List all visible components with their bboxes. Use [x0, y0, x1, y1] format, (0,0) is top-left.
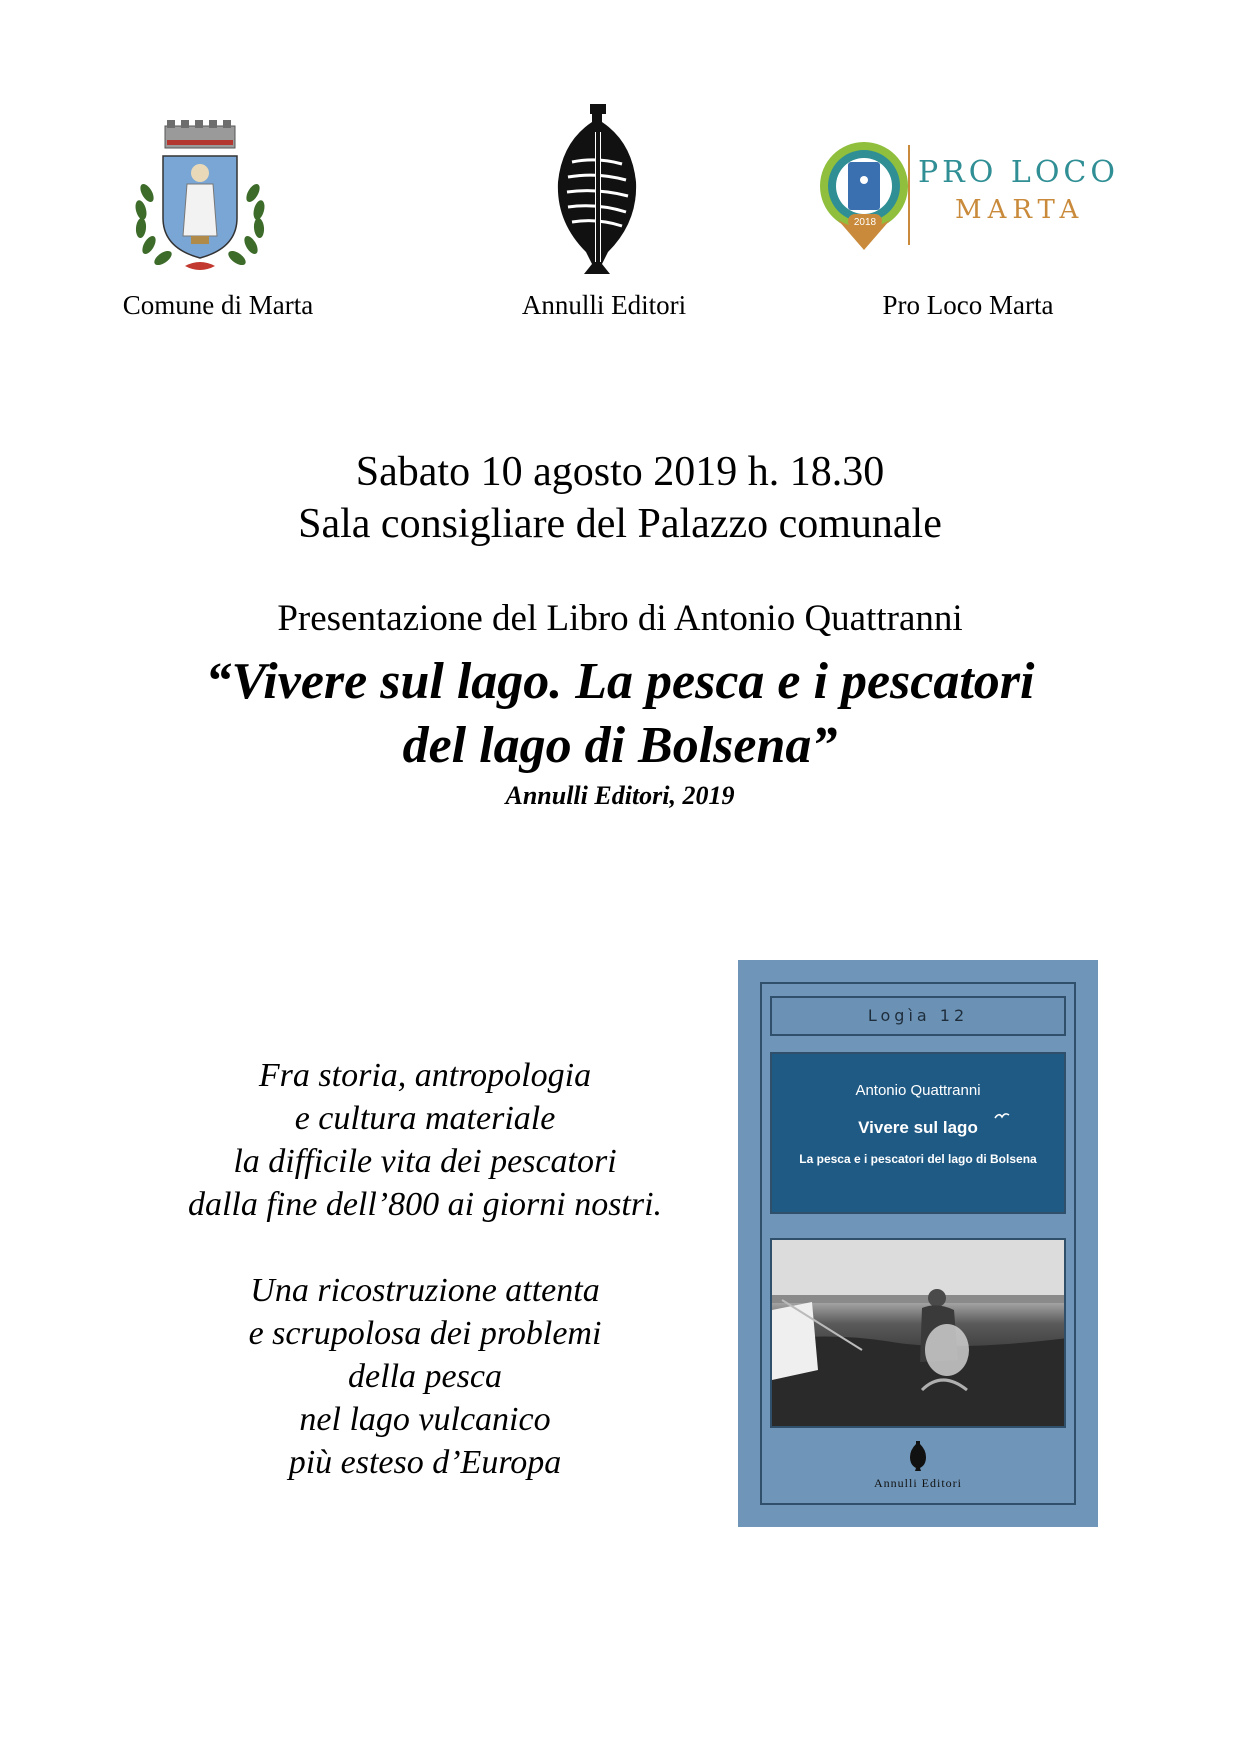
pro-loco-badge-year: 2018: [853, 217, 877, 228]
cover-series: Logìa 12: [770, 996, 1066, 1036]
amphora-icon: [552, 102, 642, 277]
blurb-paragraph-1: [120, 1054, 730, 1226]
book-publisher-year: Annulli Editori, 2019: [505, 781, 735, 810]
blurb-line: nel lago vulcanico: [299, 1401, 551, 1438]
blurb-line: la difficile vita dei pescatori: [233, 1143, 617, 1180]
pro-loco-pin-icon: [818, 140, 918, 250]
book-title-line2: del lago di Bolsena”: [402, 717, 838, 774]
blurb-line: Una ricostruzione attenta: [250, 1272, 600, 1309]
blurb-line: più esteso d’Europa: [288, 1444, 562, 1481]
book-cover: [738, 960, 1098, 1527]
event-date-time: Sabato 10 agosto 2019 h. 18.30: [355, 449, 885, 495]
cover-title-box: [770, 1052, 1066, 1214]
logo-caption-annulli: Annulli Editori: [521, 290, 687, 320]
blurb-paragraph-2: [120, 1269, 730, 1484]
fisherman-photo: [772, 1240, 1066, 1428]
logo-caption-comune: Comune di Marta: [122, 290, 314, 320]
cover-photo: [770, 1238, 1066, 1428]
pro-loco-wordmark-top: PRO LOCO: [918, 155, 1119, 190]
cover-author: Antonio Quattranni: [855, 1082, 981, 1099]
blurb-line: della pesca: [348, 1358, 502, 1395]
coat-of-arms-icon: [125, 118, 275, 278]
blurb-line: e scrupolosa dei problemi: [248, 1315, 602, 1352]
book-title-line1: “Vivere sul lago. La pesca e i pescatori: [205, 653, 1035, 710]
blurb-line: Fra storia, antropologia: [258, 1057, 592, 1094]
cover-subtitle: La pesca e i pescatori del lago di Bolsena: [799, 1152, 1037, 1166]
book-intro: Presentazione del Libro di Antonio Quattranni: [277, 598, 963, 639]
event-venue: Sala consigliare del Palazzo comunale: [298, 501, 942, 547]
cover-publisher: Annulli Editori: [874, 1476, 962, 1490]
pro-loco-divider: [908, 145, 910, 245]
logo-caption-proloco: Pro Loco Marta: [882, 290, 1054, 320]
blurb-line: e cultura materiale: [294, 1100, 556, 1137]
pro-loco-wordmark-bottom: MARTA: [955, 195, 1085, 225]
seagull-icon: [994, 1110, 1010, 1122]
cover-amphora-icon: [909, 1440, 927, 1472]
blurb-line: dalla fine dell’800 ai giorni nostri.: [187, 1186, 663, 1223]
cover-title: Vivere sul lago: [858, 1118, 978, 1137]
